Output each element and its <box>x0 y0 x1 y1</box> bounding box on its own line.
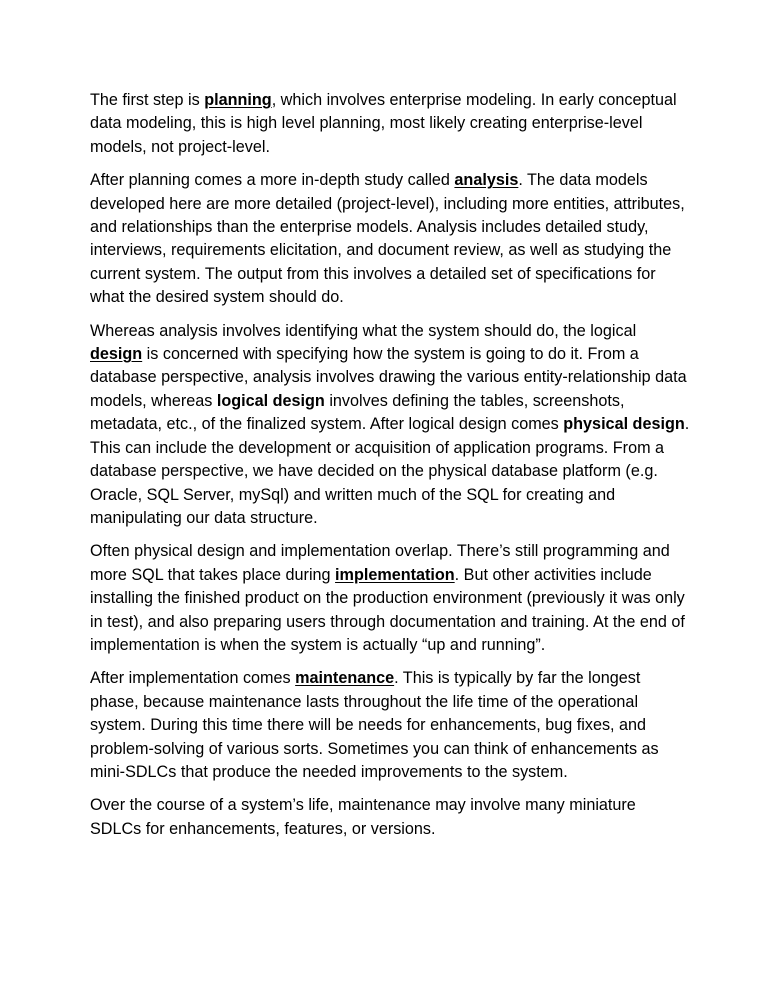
paragraph-analysis <box>90 169 690 309</box>
paragraph-text: After implementation comes <box>90 669 296 688</box>
term-planning: planning <box>204 91 272 109</box>
paragraph-implementation <box>90 540 690 657</box>
paragraph-text: . This is typically by far the longest phase, because maintenance lasts throughout the life time of the operational system. During this time there will be needs for enhancements, bug fixes, and problem-solving of various sorts. Sometimes you can think of enhancements as mini-SDLCs that produce the needed improvements to the system. <box>90 669 659 781</box>
paragraph-text: involves defining the tables, screenshots, metadata, etc., of the finalized system. After logical design comes <box>90 391 625 434</box>
paragraph-text: . This can include the development or acquisition of application programs. From a database perspective, we have decided on the physical database platform (e.g. Oracle, SQL Server, mySql) and written much of the SQL for creating and manipulating our data structure. <box>90 415 690 527</box>
term-physical-design: physical design <box>563 415 685 434</box>
term-maintenance: maintenance <box>295 669 395 688</box>
paragraph-text: . The data models developed here are more detailed (project-level), including more entities, attributes, and relationships than the enterprise models. Analysis includes detailed study, interviews, requirements elicitation, and document review, as well as studying the current system. The output from this involves a detailed set of specifications for what the desired system should do. <box>90 171 685 307</box>
paragraph-design <box>90 320 690 531</box>
paragraph-text: Often physical design and implementation overlap. There’s still programming and more SQL that takes place during <box>90 542 670 584</box>
term-design: design <box>90 345 143 364</box>
paragraph-text: Over the course of a system’s life, maintenance may involve many miniature SDLCs for enhancements, features, or versions. <box>90 796 636 838</box>
paragraph-text: , which involves enterprise modeling. In early conceptual data modeling, this is high level planning, most likely creating enterprise-level models, not project-level. <box>90 91 677 156</box>
paragraph-text: After planning comes a more in-depth study called <box>90 171 455 190</box>
document-page <box>90 89 690 851</box>
paragraph-sdlc <box>90 794 690 841</box>
paragraph-text: . But other activities include installing the finished product on the production environment (previously it was only in test), and also preparing users through documentation and training. At the end of implementation is when the system is actually “up and running”. <box>90 565 685 654</box>
paragraph-text: Whereas analysis involves identifying what the system should do, the logical <box>90 321 637 340</box>
term-analysis: analysis <box>454 171 519 190</box>
paragraph-text: The first step is <box>90 91 205 109</box>
paragraph-planning <box>90 89 690 159</box>
term-implementation: implementation <box>335 565 455 584</box>
paragraph-text: is concerned with specifying how the system is going to do it. From a database perspective, analysis involves drawing the various entity-relationship data models, whereas <box>90 345 687 410</box>
term-logical-design: logical design <box>216 391 325 410</box>
paragraph-maintenance <box>90 667 690 784</box>
